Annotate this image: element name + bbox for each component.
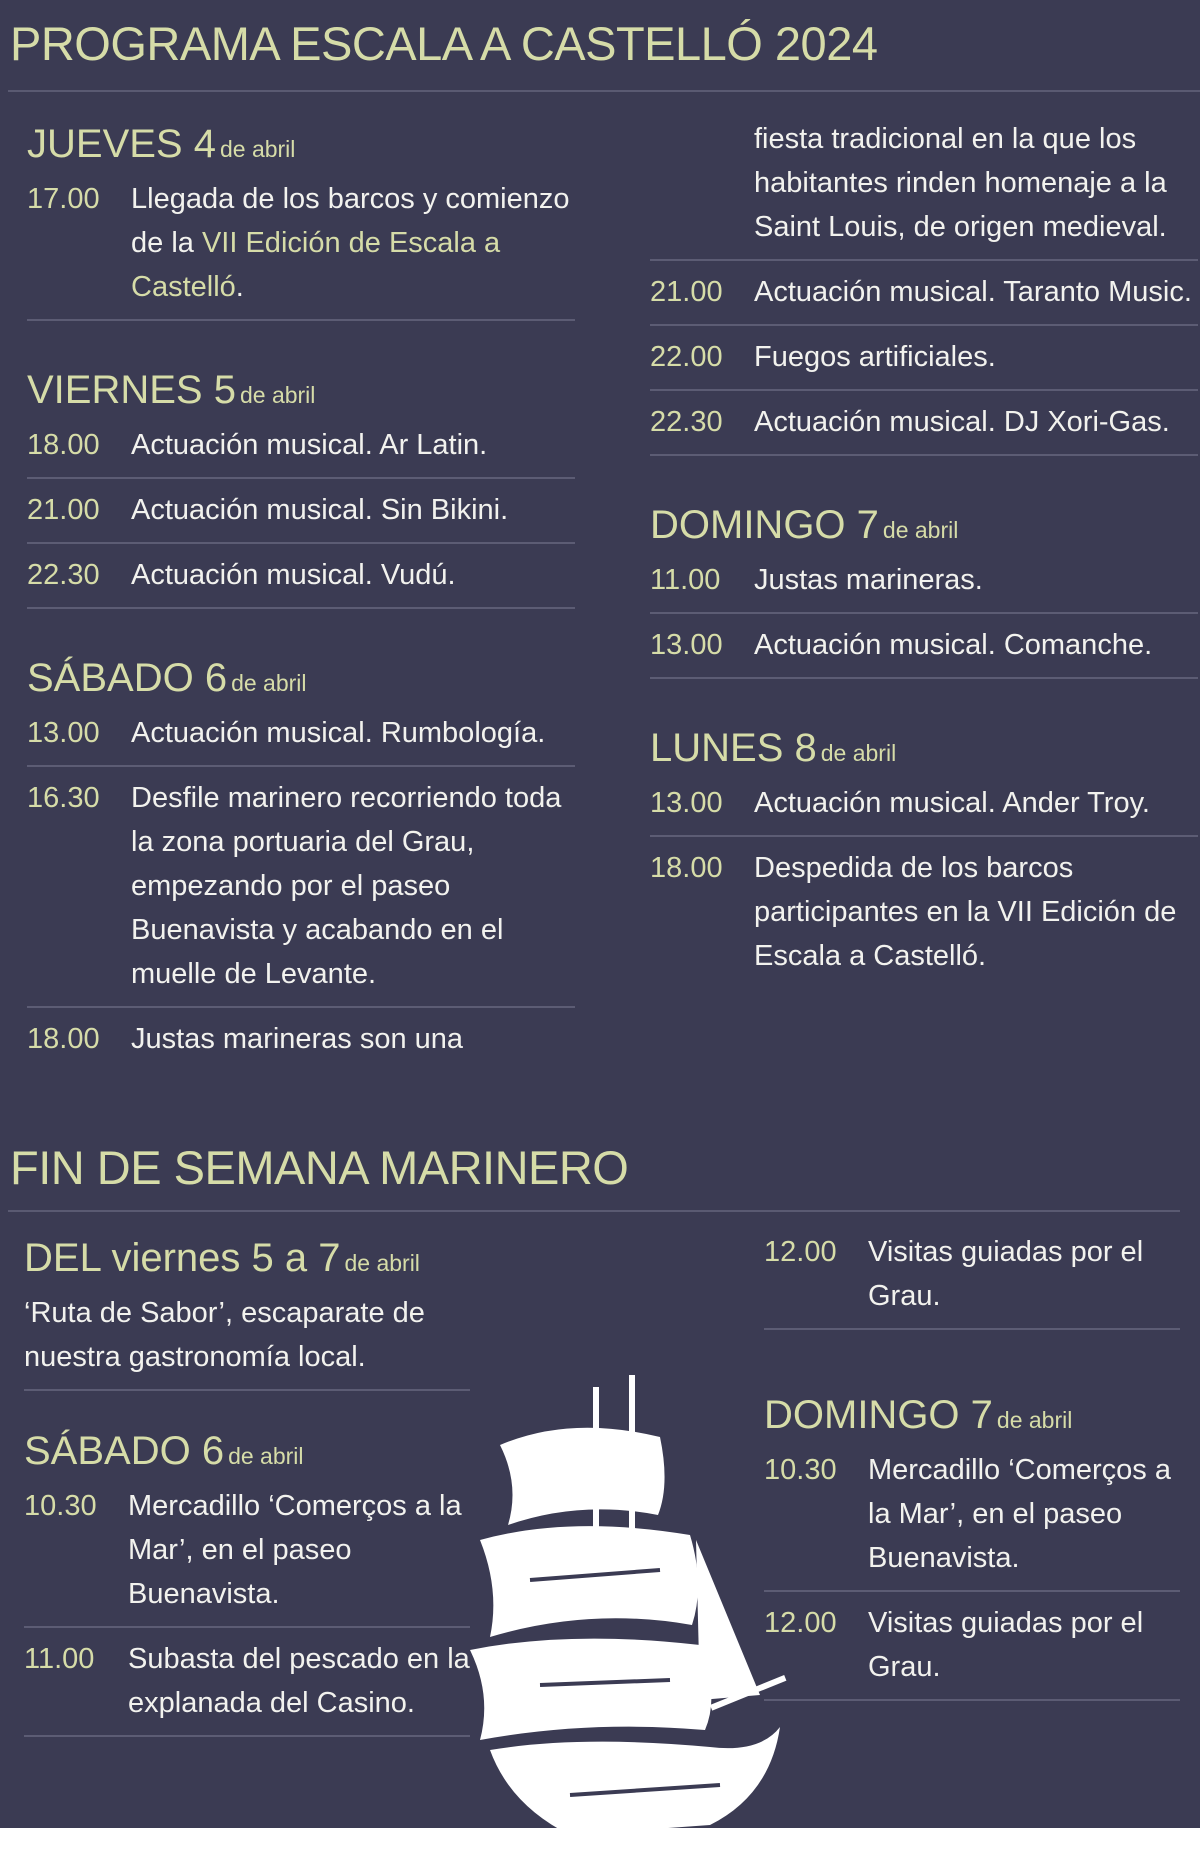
event-row <box>650 846 1198 978</box>
event-time: 10.30 <box>764 1454 837 1486</box>
event-row <box>27 177 575 321</box>
event-text: Justas marineras. <box>754 564 983 596</box>
event-row <box>650 781 1198 837</box>
event-text <box>131 177 575 309</box>
day-month: de abril <box>996 1407 1073 1433</box>
day-heading-domingo <box>764 1393 1180 1442</box>
event-text: Mercadillo ‘Comerços a la Mar’, en el paseo Buenavista. <box>128 1490 462 1610</box>
day-label: DOMINGO 7 <box>764 1393 993 1437</box>
day-month: de abril <box>344 1250 420 1276</box>
event-text-continued: fiesta tradicional en la que los habitantes rinden homenaje a la Saint Louis, de origen medieval. <box>650 117 1198 261</box>
event-row <box>764 1601 1180 1701</box>
event-time: 18.00 <box>27 429 100 461</box>
sailing-ship-illustration <box>460 1375 800 1857</box>
event-time: 22.30 <box>650 406 723 438</box>
day-month: de abril <box>820 740 897 766</box>
event-row <box>27 553 575 609</box>
event-text: Subasta del pescado en la explanada del Casino. <box>128 1643 470 1719</box>
section-heading: FIN DE SEMANA MARINERO <box>10 1141 629 1194</box>
event-row <box>650 623 1198 679</box>
event-row <box>27 488 575 544</box>
day-label: DEL <box>24 1236 101 1280</box>
event-time: 11.00 <box>24 1643 95 1675</box>
event-time: 13.00 <box>650 787 723 819</box>
title-divider <box>8 90 1200 92</box>
event-row <box>764 1448 1180 1592</box>
page-title: PROGRAMA ESCALA A CASTELLÓ 2024 <box>10 17 878 70</box>
day-label: DOMINGO 7 <box>650 503 879 547</box>
event-time: 22.00 <box>650 341 723 373</box>
event-time: 11.00 <box>650 564 721 596</box>
day-heading-jueves <box>27 122 575 171</box>
event-time: 22.30 <box>27 559 100 591</box>
day-month: de abril <box>882 517 959 543</box>
event-time: 10.30 <box>24 1490 97 1522</box>
event-text: Visitas guiadas por el Grau. <box>868 1607 1144 1683</box>
event-text: Despedida de los barcos participantes en la VII Edición de Escala a Castelló. <box>754 852 1177 972</box>
event-row <box>650 400 1198 456</box>
event-text: Desfile marinero recorriendo toda la zona portuaria del Grau, empezando por el paseo Buenavista y acabando en el muelle de Levante. <box>131 782 562 990</box>
event-row <box>27 711 575 767</box>
event-text: Actuación musical. Vudú. <box>131 559 456 591</box>
event-time: 17.00 <box>27 183 100 215</box>
event-text: Justas marineras son una <box>131 1023 464 1055</box>
event-time: 12.00 <box>764 1236 837 1268</box>
day-heading-sabado <box>27 656 575 705</box>
event-text: Actuación musical. Taranto Music. <box>754 276 1192 308</box>
event-text: Actuación musical. Ar Latin. <box>131 429 488 461</box>
program-left-column <box>27 122 575 1061</box>
day-month: de abril <box>231 670 307 696</box>
day-label: VIERNES 5 <box>27 368 236 412</box>
day-label: SÁBADO 6 <box>27 656 228 700</box>
day-heading-del <box>24 1236 470 1285</box>
event-text: Actuación musical. Sin Bikini. <box>131 494 509 526</box>
event-text: Actuación musical. Comanche. <box>754 629 1153 661</box>
event-text-part: Llegada de los barcos y comienzo de la <box>131 183 570 259</box>
ground-strip <box>0 1828 1200 1857</box>
event-text: ‘Ruta de Sabor’, escaparate de nuestra gastronomía local. <box>24 1291 470 1391</box>
day-label: LUNES 8 <box>650 726 817 770</box>
day-month: de abril <box>239 382 316 408</box>
event-time: 12.00 <box>764 1607 837 1639</box>
section-divider <box>8 1210 1180 1212</box>
event-text: Visitas guiadas por el Grau. <box>868 1236 1144 1312</box>
event-time: 21.00 <box>27 494 100 526</box>
day-month: de abril <box>219 136 296 162</box>
weekend-right-column <box>764 1230 1180 1710</box>
day-month: de abril <box>228 1443 304 1469</box>
event-row <box>650 558 1198 614</box>
event-time: 21.00 <box>650 276 723 308</box>
day-heading-lunes <box>650 726 1198 775</box>
event-text: Actuación musical. DJ Xori-Gas. <box>754 406 1170 438</box>
program-right-column <box>650 117 1198 978</box>
event-time: 18.00 <box>650 852 723 884</box>
event-time: 16.30 <box>27 782 100 814</box>
event-text: Mercadillo ‘Comerços a la Mar’, en el paseo Buenavista. <box>868 1454 1171 1574</box>
day-heading-viernes <box>27 368 575 417</box>
event-text-part: . <box>235 271 244 303</box>
event-text: Actuación musical. Rumbología. <box>131 717 546 749</box>
event-row <box>764 1230 1180 1330</box>
day-range: viernes 5 a 7 <box>111 1236 341 1280</box>
event-row <box>24 1484 470 1628</box>
event-row <box>27 776 575 1008</box>
event-text: Fuegos artificiales. <box>754 341 996 373</box>
event-row <box>24 1637 470 1737</box>
event-row <box>27 423 575 479</box>
day-label: SÁBADO 6 <box>24 1429 225 1473</box>
event-time: 13.00 <box>650 629 723 661</box>
day-heading-domingo <box>650 503 1198 552</box>
event-time: 13.00 <box>27 717 100 749</box>
weekend-left-column <box>24 1236 470 1746</box>
day-label: JUEVES 4 <box>27 122 216 166</box>
event-text: Actuación musical. Ander Troy. <box>754 787 1150 819</box>
event-row <box>27 1017 575 1061</box>
event-row <box>650 270 1198 326</box>
event-time: 18.00 <box>27 1023 100 1055</box>
day-heading-sabado <box>24 1429 470 1478</box>
edition-highlight: VII Edición de Escala a Castelló <box>131 227 501 303</box>
event-row <box>650 335 1198 391</box>
